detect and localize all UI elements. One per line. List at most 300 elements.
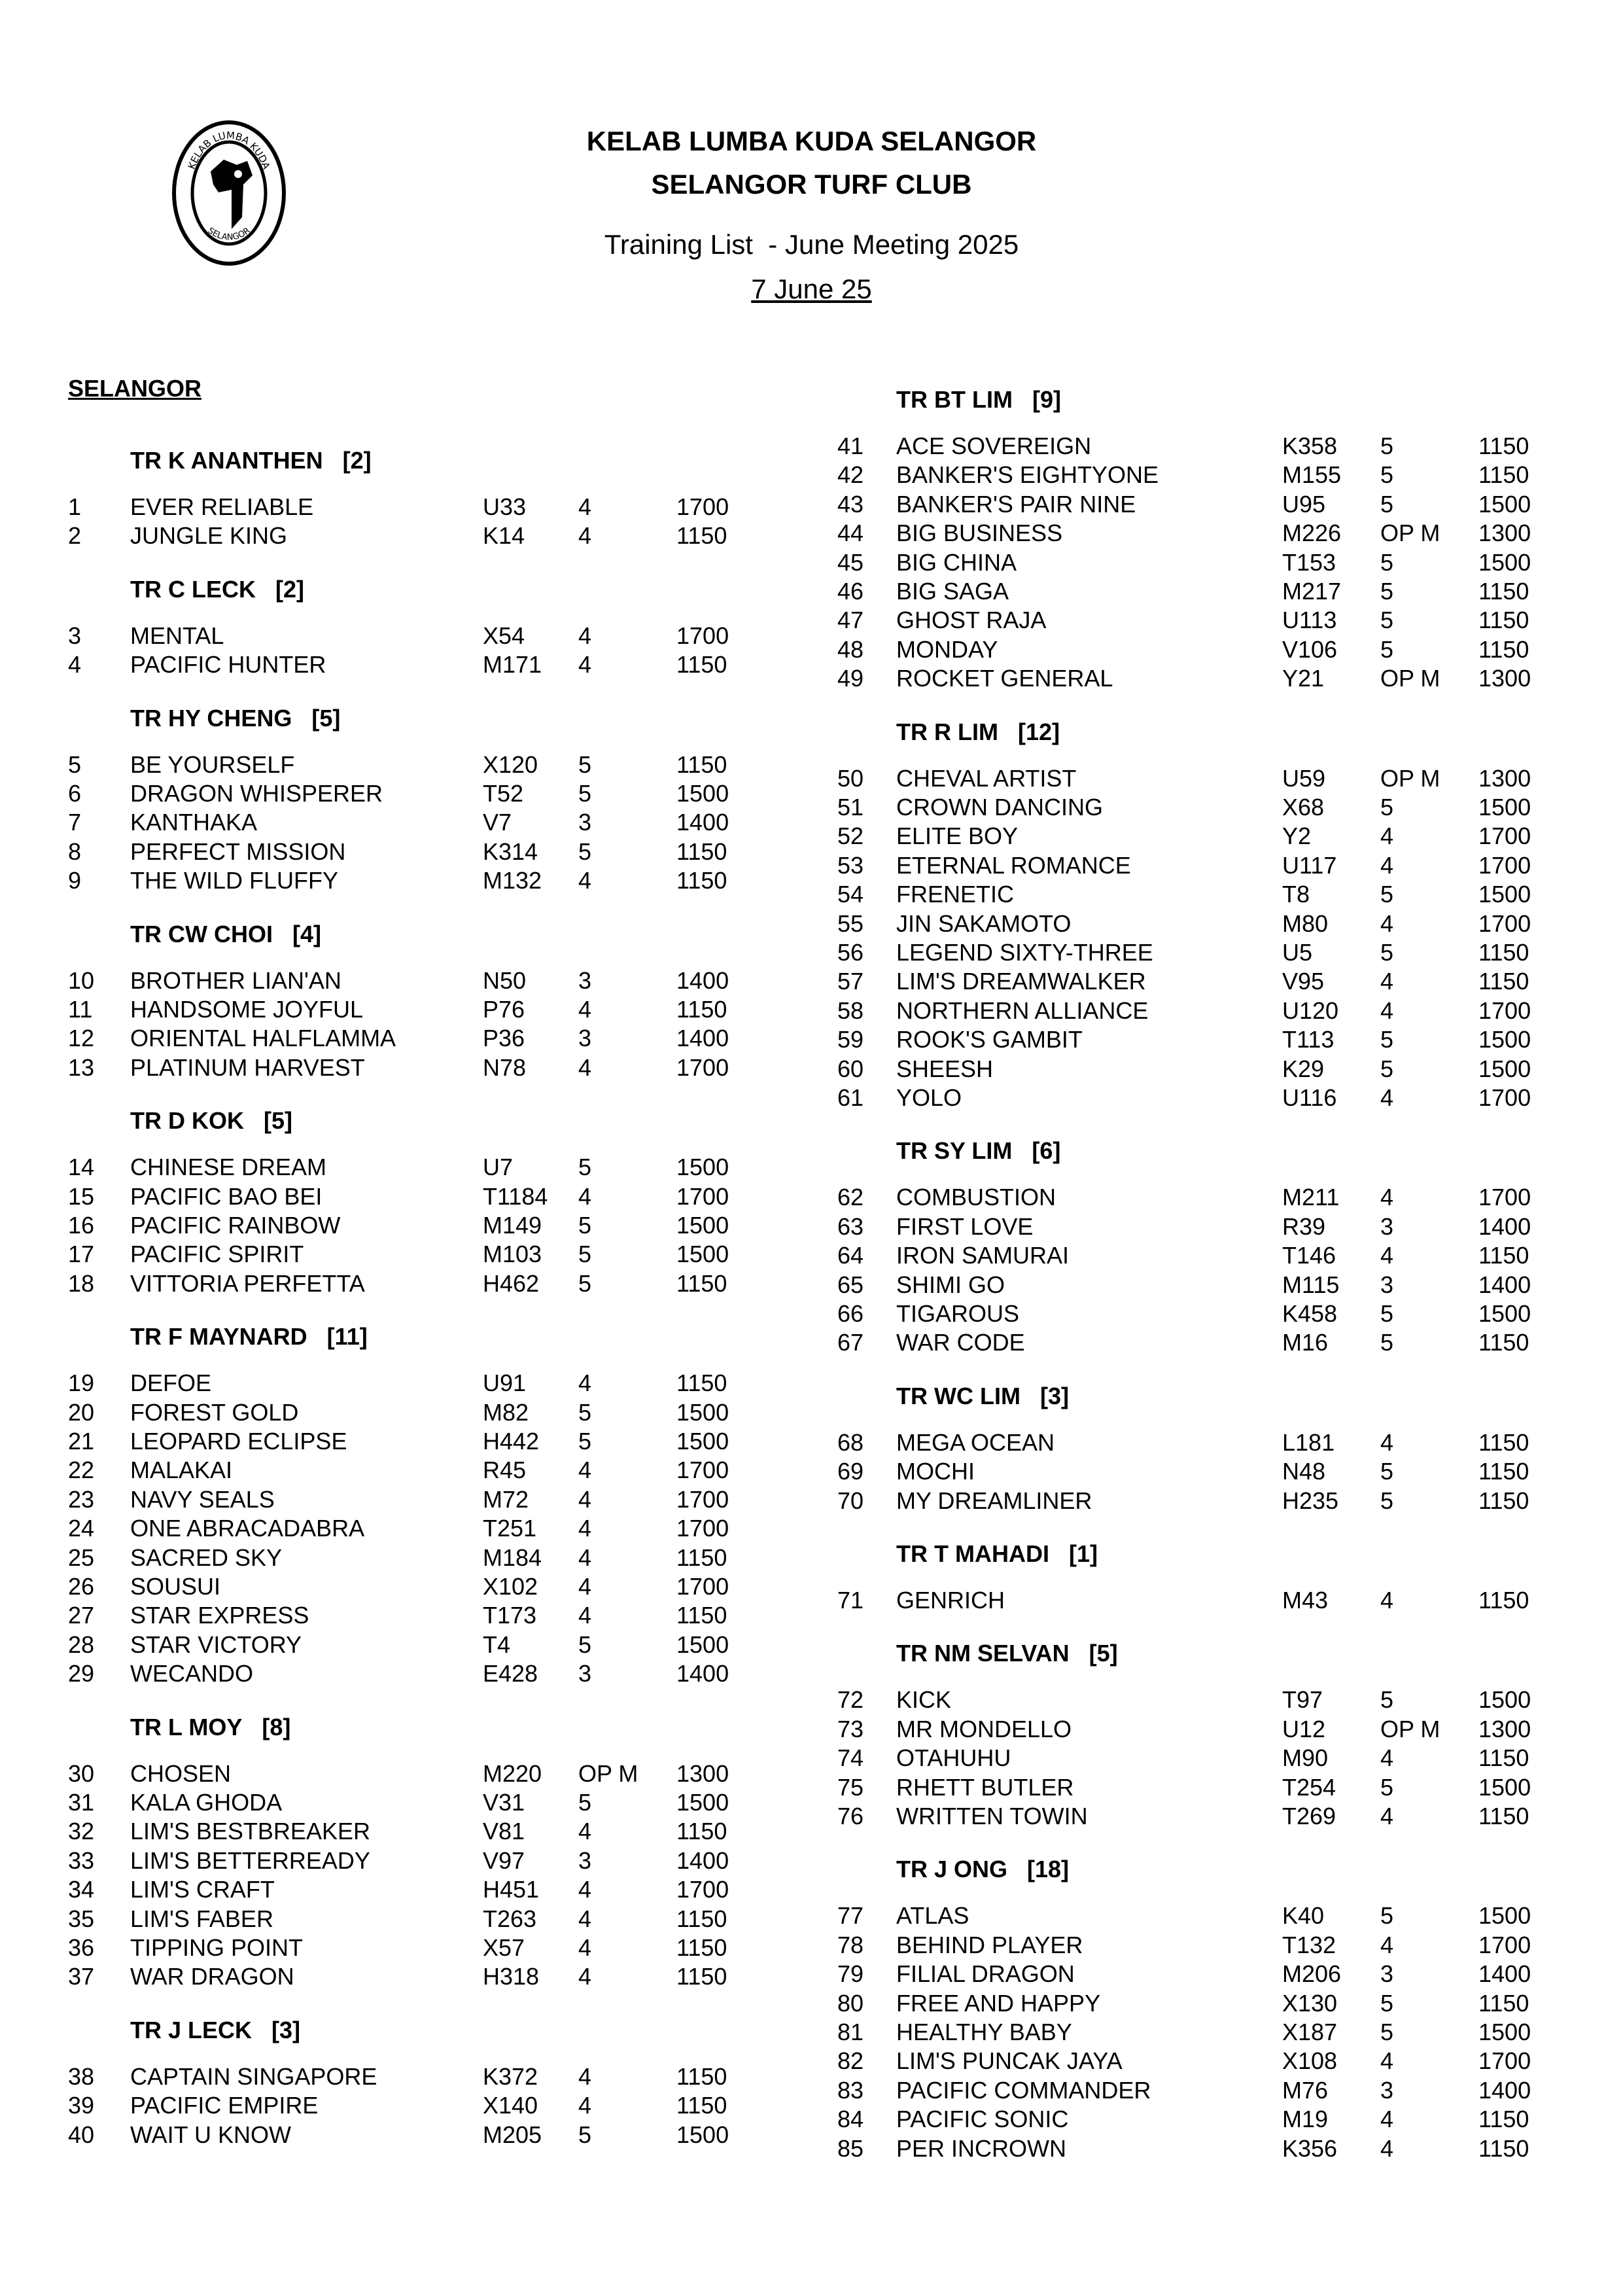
horse-number: 77 [837, 1902, 864, 1930]
horse-code: M205 [483, 2121, 542, 2148]
trainer-horse-count: [2] [275, 575, 304, 603]
horse-name: WRITTEN TOWIN [896, 1803, 1088, 1829]
horse-age-class: 4 [578, 522, 592, 550]
horse-code: E428 [483, 1660, 538, 1687]
horse-number: 3 [68, 622, 82, 649]
horse-distance: 1700 [676, 1573, 729, 1600]
horse-code: T8 [1282, 881, 1310, 908]
horse-name: CAPTAIN SINGAPORE [130, 2062, 377, 2090]
horse-name: JIN SAKAMOTO [896, 910, 1072, 937]
horse-name: LIM'S FABER [130, 1905, 273, 1932]
horse-age-class: 4 [1380, 968, 1394, 995]
horse-name: CHOSEN [130, 1759, 232, 1787]
horse-distance: 1700 [1478, 1084, 1531, 1111]
horse-age-class: 5 [1380, 1989, 1394, 2017]
horse-age-class: 3 [1380, 1960, 1394, 1988]
horse-number: 64 [837, 1242, 864, 1269]
horse-name: LIM'S BESTBREAKER [130, 1818, 370, 1845]
horse-number: 10 [68, 966, 95, 994]
horse-name: MALAKAI [130, 1457, 233, 1484]
trainer-name: TR HY CHENG [130, 704, 292, 732]
horse-code: T254 [1282, 1773, 1336, 1801]
horse-number: 57 [837, 968, 864, 995]
horse-code: H462 [483, 1269, 540, 1297]
horse-code: V95 [1282, 968, 1325, 995]
horse-age-class: 4 [578, 867, 592, 894]
horse-age-class: 4 [1380, 2047, 1394, 2075]
horse-number: 4 [68, 651, 82, 679]
horse-name: ELITE BOY [896, 822, 1019, 850]
horse-code: X108 [1282, 2047, 1338, 2075]
horse-distance: 1150 [1478, 1587, 1529, 1614]
horse-name: SOUSUI [130, 1573, 221, 1600]
trainer-name: TR SY LIM [896, 1137, 1013, 1165]
trainer-name: TR T MAHADI [896, 1540, 1049, 1567]
horse-name: FRENETIC [896, 881, 1014, 908]
horse-code: Y21 [1282, 665, 1325, 692]
horse-distance: 1700 [676, 1053, 729, 1081]
horse-name: FOREST GOLD [130, 1398, 299, 1426]
horse-age-class: 5 [1380, 635, 1394, 663]
horse-number: 80 [837, 1989, 864, 2017]
horse-distance: 1150 [676, 1269, 727, 1297]
horse-name: MENTAL [130, 622, 224, 649]
horse-distance: 1150 [676, 1602, 727, 1629]
horse-name: PACIFIC EMPIRE [130, 2092, 319, 2119]
horse-code: U5 [1282, 939, 1313, 966]
horse-name: BIG CHINA [896, 548, 1017, 576]
horse-number: 17 [68, 1241, 95, 1268]
horse-name: ONE ABRACADABRA [130, 1515, 365, 1542]
horse-name: PACIFIC BAO BEI [130, 1182, 323, 1210]
trainer-horse-count: [5] [1089, 1640, 1118, 1667]
horse-number: 41 [837, 433, 864, 459]
horse-code: M211 [1282, 1184, 1340, 1211]
horse-name: BEHIND PLAYER [896, 1931, 1083, 1958]
horse-number: 59 [837, 1026, 864, 1053]
horse-number: 20 [68, 1398, 95, 1426]
horse-name: JUNGLE KING [130, 522, 288, 550]
horse-number: 83 [837, 2076, 864, 2104]
trainer-name: TR NM SELVAN [896, 1640, 1070, 1667]
document-subtitle: Training List - June Meeting 2025 [604, 229, 1019, 260]
horse-number: 50 [837, 764, 864, 792]
horse-number: 43 [837, 490, 864, 518]
trainer-heading [896, 1856, 1069, 1883]
horse-number: 58 [837, 997, 864, 1024]
horse-distance: 1150 [1478, 1428, 1529, 1456]
trainer-heading [130, 1323, 368, 1351]
horse-age-class: 4 [578, 996, 592, 1023]
horse-distance: 1150 [676, 1369, 727, 1397]
horse-age-class: 4 [1380, 851, 1394, 879]
trainer-name: TR D KOK [130, 1107, 244, 1135]
horse-code: P76 [483, 996, 525, 1023]
horse-distance: 1300 [1478, 764, 1531, 792]
horse-code: U59 [1282, 764, 1326, 792]
horse-age-class: 4 [1380, 1803, 1394, 1829]
horse-name: DRAGON WHISPERER [130, 780, 383, 807]
horse-distance: 1150 [676, 2092, 727, 2119]
trainer-heading [130, 447, 372, 474]
horse-code: M80 [1282, 910, 1329, 937]
horse-code: M82 [483, 1398, 529, 1426]
horse-name: BANKER'S EIGHTYONE [896, 461, 1159, 489]
horse-distance: 1300 [1478, 1715, 1531, 1742]
horse-number: 7 [68, 809, 82, 836]
horse-age-class: 5 [578, 1398, 592, 1426]
horse-distance: 1400 [676, 966, 729, 994]
horse-distance: 1700 [676, 493, 729, 520]
horse-distance: 1150 [676, 996, 727, 1023]
horse-name: MONDAY [896, 635, 998, 663]
horse-number: 6 [68, 780, 82, 807]
horse-age-class: 5 [1380, 1902, 1394, 1930]
horse-code: U7 [483, 1154, 514, 1181]
horse-number: 8 [68, 838, 82, 865]
horse-name: KALA GHODA [130, 1789, 283, 1816]
horse-age-class: 5 [1380, 1329, 1394, 1356]
horse-distance: 1500 [1478, 881, 1531, 908]
horse-distance: 1700 [1478, 997, 1531, 1024]
horse-number: 45 [837, 548, 864, 576]
horse-code: P36 [483, 1025, 525, 1052]
horse-distance: 1150 [1478, 1487, 1529, 1514]
horse-name: TIPPING POINT [130, 1934, 304, 1961]
horse-age-class: 4 [1380, 997, 1394, 1024]
horse-name: DEFOE [130, 1369, 212, 1397]
horse-age-class: 5 [578, 751, 592, 778]
trainer-horse-count: [8] [262, 1713, 291, 1740]
horse-code: H318 [483, 1963, 540, 1990]
horse-age-class: 4 [578, 1544, 592, 1571]
trainer-horse-count: [1] [1068, 1540, 1098, 1567]
horse-code: X140 [483, 2092, 538, 2119]
horse-age-class: 5 [1380, 1026, 1394, 1053]
horse-code: M149 [483, 1212, 542, 1239]
horse-code: K40 [1282, 1902, 1325, 1930]
horse-number: 54 [837, 881, 864, 908]
horse-name: KICK [896, 1686, 952, 1714]
horse-age-class: 5 [1380, 490, 1394, 518]
horse-number: 55 [837, 910, 864, 937]
horse-age-class: 5 [578, 1789, 592, 1816]
horse-code: T269 [1282, 1803, 1336, 1829]
horse-number: 81 [837, 2019, 864, 2045]
horse-age-class: 4 [578, 1905, 592, 1932]
horse-age-class: 3 [578, 1025, 592, 1052]
horse-number: 46 [837, 578, 864, 605]
horse-age-class: 4 [1380, 1242, 1394, 1269]
horse-number: 27 [68, 1602, 95, 1629]
trainer-heading [130, 1714, 290, 1741]
horse-code: M220 [483, 1759, 542, 1787]
horse-number: 73 [837, 1715, 864, 1742]
trainer-heading [130, 2017, 300, 2044]
horse-code: V106 [1282, 635, 1338, 663]
horse-name: GHOST RAJA [896, 607, 1047, 634]
horse-distance: 1300 [676, 1759, 729, 1787]
horse-name: HANDSOME JOYFUL [130, 996, 364, 1023]
horse-age-class: 5 [1380, 1487, 1394, 1514]
horse-name: STAR EXPRESS [130, 1602, 309, 1629]
horse-distance: 1150 [1478, 635, 1529, 663]
horse-name: CHEVAL ARTIST [896, 764, 1077, 792]
horse-name: NORTHERN ALLIANCE [896, 997, 1149, 1024]
trainer-name: TR L MOY [130, 1713, 243, 1740]
horse-distance: 1500 [1478, 2019, 1531, 2045]
horse-code: Y2 [1282, 822, 1312, 850]
trainer-horse-count: [3] [271, 2016, 301, 2043]
horse-distance: 1150 [1478, 2106, 1529, 2133]
horse-number: 70 [837, 1487, 864, 1514]
horse-distance: 1400 [1478, 1212, 1531, 1240]
horse-age-class: 4 [578, 1818, 592, 1845]
horse-code: K29 [1282, 1055, 1325, 1082]
trainer-horse-count: [3] [1039, 1382, 1069, 1409]
horse-code: M16 [1282, 1329, 1329, 1356]
horse-age-class: 4 [578, 1934, 592, 1961]
horse-name: ROCKET GENERAL [896, 665, 1113, 692]
horse-name: LIM'S BETTERREADY [130, 1846, 370, 1874]
trainer-horse-count: [5] [264, 1107, 292, 1135]
horse-age-class: 5 [578, 1631, 592, 1658]
trainer-horse-count: [4] [292, 920, 321, 947]
horse-distance: 1150 [676, 1818, 727, 1845]
horse-number: 5 [68, 751, 82, 778]
horse-age-class: 5 [1380, 1686, 1394, 1714]
horse-number: 75 [837, 1773, 864, 1801]
horse-number: 53 [837, 851, 864, 879]
horse-number: 29 [68, 1660, 95, 1687]
horse-code: U113 [1282, 607, 1337, 634]
horse-distance: 1500 [1478, 1055, 1531, 1082]
horse-code: T153 [1282, 548, 1336, 576]
trainer-name: TR BT LIM [896, 386, 1013, 413]
horse-code: N78 [483, 1053, 527, 1081]
horse-name: MY DREAMLINER [896, 1487, 1092, 1514]
horse-name: YOLO [896, 1084, 962, 1111]
horse-age-class: 5 [1380, 939, 1394, 966]
horse-distance: 1500 [1478, 548, 1531, 576]
trainer-heading [896, 1540, 1098, 1568]
horse-number: 14 [68, 1154, 95, 1181]
horse-age-class: 4 [578, 2062, 592, 2090]
horse-distance: 1400 [1478, 1271, 1531, 1298]
horse-age-class: 5 [1380, 2019, 1394, 2045]
trainer-heading [130, 1107, 292, 1135]
horse-code: H451 [483, 1876, 540, 1903]
horse-name: CHINESE DREAM [130, 1154, 327, 1181]
horse-code: X68 [1282, 794, 1325, 821]
trainer-name: TR WC LIM [896, 1382, 1021, 1409]
horse-name: ROOK'S GAMBIT [896, 1026, 1083, 1053]
horse-distance: 1500 [676, 1789, 729, 1816]
horse-distance: 1150 [676, 1963, 727, 1990]
horse-distance: 1400 [676, 1846, 729, 1874]
horse-number: 2 [68, 522, 82, 550]
horse-age-class: 4 [578, 1876, 592, 1903]
horse-name: PERFECT MISSION [130, 838, 346, 865]
horse-name: RHETT BUTLER [896, 1773, 1074, 1801]
horse-distance: 1500 [676, 2121, 729, 2148]
horse-distance: 1500 [1478, 1902, 1531, 1930]
horse-distance: 1500 [1478, 490, 1531, 518]
horse-number: 26 [68, 1573, 95, 1600]
trainer-name: TR CW CHOI [130, 920, 273, 947]
horse-name: MEGA OCEAN [896, 1428, 1055, 1456]
horse-number: 30 [68, 1759, 95, 1787]
horse-distance: 1300 [1478, 665, 1531, 692]
horse-age-class: 5 [1380, 433, 1394, 459]
horse-number: 11 [68, 996, 93, 1023]
horse-code: K358 [1282, 433, 1338, 459]
horse-name: LIM'S DREAMWALKER [896, 968, 1146, 995]
horse-age-class: 3 [578, 966, 592, 994]
horse-number: 74 [837, 1744, 864, 1772]
horse-age-class: OP M [1380, 665, 1440, 692]
horse-number: 28 [68, 1631, 95, 1658]
horse-distance: 1150 [676, 838, 727, 865]
trainer-horse-count: [6] [1032, 1137, 1061, 1165]
horse-age-class: 4 [1380, 822, 1394, 850]
horse-number: 60 [837, 1055, 864, 1082]
horse-age-class: 4 [578, 1182, 592, 1210]
horse-age-class: OP M [1380, 764, 1440, 792]
horse-distance: 1400 [1478, 1960, 1531, 1988]
horse-distance: 1400 [676, 1660, 729, 1687]
horse-distance: 1150 [1478, 1458, 1529, 1485]
horse-code: K356 [1282, 2134, 1338, 2162]
horse-number: 85 [837, 2134, 864, 2162]
club-name-english: SELANGOR TURF CLUB [651, 169, 972, 200]
horse-code: M132 [483, 867, 542, 894]
horse-name: FILIAL DRAGON [896, 1960, 1075, 1988]
horse-distance: 1700 [1478, 1931, 1531, 1958]
horse-code: K314 [483, 838, 538, 865]
trainer-name: TR R LIM [896, 718, 998, 745]
horse-distance: 1150 [1478, 461, 1529, 489]
trainer-horse-count: [12] [1017, 718, 1060, 745]
horse-number: 39 [68, 2092, 95, 2119]
horse-age-class: 5 [578, 1428, 592, 1455]
horse-name: ORIENTAL HALFLAMMA [130, 1025, 396, 1052]
horse-distance: 1500 [1478, 1686, 1531, 1714]
horse-number: 71 [837, 1587, 864, 1614]
horse-distance: 1150 [676, 867, 727, 894]
horse-code: V7 [483, 809, 512, 836]
horse-distance: 1150 [1478, 1329, 1529, 1356]
horse-name: STAR VICTORY [130, 1631, 302, 1658]
horse-number: 48 [837, 635, 864, 663]
horse-distance: 1150 [676, 751, 727, 778]
horse-number: 49 [837, 665, 864, 692]
horse-name: BIG SAGA [896, 578, 1009, 605]
horse-distance: 1500 [676, 1398, 729, 1426]
horse-distance: 1500 [1478, 1300, 1531, 1327]
horse-code: K372 [483, 2062, 538, 2090]
horse-code: T52 [483, 780, 524, 807]
trainer-heading [896, 1383, 1069, 1410]
horse-distance: 1150 [676, 522, 727, 550]
horse-distance: 1700 [676, 1457, 729, 1484]
horse-number: 18 [68, 1269, 95, 1297]
horse-number: 78 [837, 1931, 864, 1958]
horse-code: T113 [1282, 1026, 1335, 1053]
horse-name: WECANDO [130, 1660, 253, 1687]
horse-code: M206 [1282, 1960, 1342, 1988]
horse-age-class: 4 [1380, 1428, 1394, 1456]
horse-name: GENRICH [896, 1587, 1005, 1614]
horse-name: BROTHER LIAN'AN [130, 966, 341, 994]
horse-name: PACIFIC RAINBOW [130, 1212, 341, 1239]
horse-distance: 1400 [1478, 2076, 1531, 2104]
horse-number: 38 [68, 2062, 95, 2090]
horse-number: 12 [68, 1025, 95, 1052]
horse-name: BANKER'S PAIR NINE [896, 490, 1136, 518]
horse-age-class: 4 [578, 1369, 592, 1397]
horse-distance: 1500 [676, 780, 729, 807]
horse-name: MR MONDELLO [896, 1715, 1072, 1742]
horse-age-class: 4 [578, 651, 592, 679]
horse-age-class: 5 [1380, 578, 1394, 605]
club-name-malay: KELAB LUMBA KUDA SELANGOR [586, 126, 1037, 156]
horse-number: 44 [837, 520, 864, 547]
horse-age-class: 4 [1380, 1587, 1394, 1614]
horse-code: T1184 [483, 1182, 548, 1210]
logo-text-bottom: SELANGOR [205, 226, 253, 243]
horse-code: M76 [1282, 2076, 1329, 2104]
trainer-heading [130, 576, 304, 603]
horse-number: 82 [837, 2047, 864, 2075]
horse-distance: 1150 [676, 1934, 727, 1961]
horse-age-class: 5 [1380, 1300, 1394, 1327]
horse-code: T132 [1282, 1931, 1336, 1958]
horse-age-class: 5 [1380, 548, 1394, 576]
horse-code: M184 [483, 1544, 542, 1571]
horse-age-class: 4 [578, 1573, 592, 1600]
horse-code: R39 [1282, 1212, 1326, 1240]
horse-age-class: 3 [578, 1660, 592, 1687]
horse-age-class: 5 [578, 780, 592, 807]
horse-age-class: 5 [1380, 461, 1394, 489]
horse-name: HEALTHY BABY [896, 2019, 1072, 2045]
horse-distance: 1500 [676, 1428, 729, 1455]
horse-age-class: OP M [578, 1759, 638, 1787]
horse-name: TIGAROUS [896, 1300, 1020, 1327]
trainer-heading [130, 921, 321, 948]
horse-distance: 1700 [676, 1515, 729, 1542]
horse-age-class: 5 [1380, 1773, 1394, 1801]
horse-number: 34 [68, 1876, 95, 1903]
horse-code: V81 [483, 1818, 525, 1845]
horse-age-class: 3 [578, 809, 592, 836]
horse-age-class: 5 [578, 1212, 592, 1239]
horse-code: M103 [483, 1241, 542, 1268]
horse-age-class: 4 [1380, 1184, 1394, 1211]
horse-age-class: 5 [1380, 794, 1394, 821]
horse-distance: 1300 [1478, 520, 1531, 547]
horse-number: 19 [68, 1369, 95, 1397]
horse-name: THE WILD FLUFFY [130, 867, 339, 894]
horse-name: CROWN DANCING [896, 794, 1103, 821]
horse-code: H442 [483, 1428, 540, 1455]
horse-name: SACRED SKY [130, 1544, 283, 1571]
horse-code: U33 [483, 493, 527, 520]
horse-number: 1 [68, 493, 82, 520]
horse-age-class: 4 [1380, 1084, 1394, 1111]
horse-distance: 1500 [1478, 794, 1531, 821]
